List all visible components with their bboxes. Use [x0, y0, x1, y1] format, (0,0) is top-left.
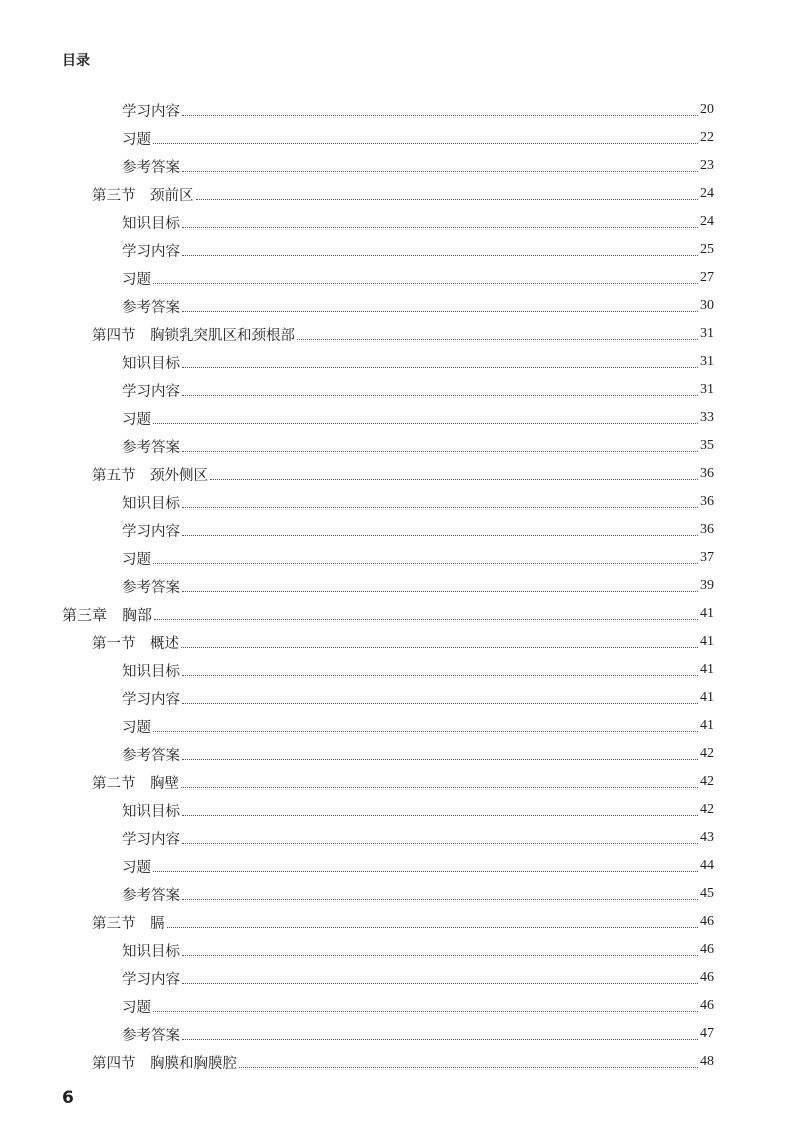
toc-entry-title: 学习内容 [122, 523, 180, 540]
toc-entry [122, 992, 714, 1020]
toc-entry-title: 习题 [122, 999, 151, 1016]
toc-entry [122, 740, 714, 768]
toc-entry-page: 36 [700, 466, 714, 481]
dot-leader [182, 955, 698, 956]
toc-entry-title: 习题 [122, 859, 151, 876]
dot-leader [182, 675, 698, 676]
toc-entry-page: 46 [700, 998, 714, 1013]
toc-entry-title: 习题 [122, 131, 151, 148]
toc-entry-title: 第一节 概述 [92, 635, 179, 652]
toc-entry-page: 35 [700, 438, 714, 453]
toc-entry [122, 712, 714, 740]
toc-entry [122, 964, 714, 992]
toc-entry-page: 41 [700, 634, 714, 649]
toc-entry [122, 292, 714, 320]
toc-entry [122, 376, 714, 404]
dot-leader [181, 787, 698, 788]
toc-entry-page: 20 [700, 102, 714, 117]
dot-leader [182, 507, 698, 508]
toc-entry-page: 45 [700, 886, 714, 901]
toc-entry-title: 学习内容 [122, 383, 180, 400]
dot-leader [182, 843, 698, 844]
toc-entry [122, 684, 714, 712]
toc-entry [122, 488, 714, 516]
toc-entry-title: 参考答案 [122, 1027, 180, 1044]
toc-entry-page: 31 [700, 326, 714, 341]
toc-entry-title: 参考答案 [122, 439, 180, 456]
toc-entry-page: 44 [700, 858, 714, 873]
toc-entry-page: 41 [700, 662, 714, 677]
toc-entry [92, 320, 714, 348]
dot-leader [182, 591, 698, 592]
toc-entry-page: 23 [700, 158, 714, 173]
toc-entry [122, 96, 714, 124]
toc-entry [122, 236, 714, 264]
toc-entry [122, 516, 714, 544]
toc-entry-page: 42 [700, 802, 714, 817]
toc-entry-page: 37 [700, 550, 714, 565]
toc-entry [122, 852, 714, 880]
toc-entry [122, 796, 714, 824]
toc-entry-title: 知识目标 [122, 803, 180, 820]
toc-entry [122, 348, 714, 376]
dot-leader [297, 339, 698, 340]
toc-entry-page: 46 [700, 942, 714, 957]
dot-leader [196, 199, 699, 200]
toc-entry-page: 43 [700, 830, 714, 845]
toc-entry-title: 第三节 膈 [92, 915, 165, 932]
toc-entry-page: 36 [700, 494, 714, 509]
toc-entry-title: 参考答案 [122, 299, 180, 316]
dot-leader [153, 283, 698, 284]
dot-leader [153, 143, 698, 144]
toc-entry-page: 24 [700, 186, 714, 201]
toc-entry [122, 572, 714, 600]
toc-entry-page: 42 [700, 746, 714, 761]
toc-entry [122, 824, 714, 852]
toc-entry [122, 264, 714, 292]
toc-entry [122, 404, 714, 432]
toc-entry-page: 36 [700, 522, 714, 537]
toc-entry-title: 知识目标 [122, 663, 180, 680]
toc-entry [122, 1020, 714, 1048]
dot-leader [182, 703, 698, 704]
toc-entry-title: 习题 [122, 719, 151, 736]
toc-entry-title: 学习内容 [122, 243, 180, 260]
dot-leader [182, 395, 698, 396]
toc-entry-title: 习题 [122, 551, 151, 568]
dot-leader [182, 255, 698, 256]
toc-entry-page: 46 [700, 970, 714, 985]
toc-entry-title: 第二节 胸壁 [92, 775, 179, 792]
dot-leader [153, 563, 698, 564]
dot-leader [182, 983, 698, 984]
toc-entry [122, 936, 714, 964]
toc-entry-page: 22 [700, 130, 714, 145]
toc-entry-page: 47 [700, 1026, 714, 1041]
toc-entry-title: 习题 [122, 271, 151, 288]
toc-entry-title: 参考答案 [122, 887, 180, 904]
toc-entry-page: 33 [700, 410, 714, 425]
toc-entry-page: 30 [700, 298, 714, 313]
toc-entry-page: 41 [700, 690, 714, 705]
toc-entry-title: 第三章 胸部 [62, 605, 153, 624]
toc-entry [92, 1048, 714, 1076]
toc-entry-title: 知识目标 [122, 495, 180, 512]
toc-entry [92, 768, 714, 796]
dot-leader [167, 927, 699, 928]
dot-leader [182, 535, 698, 536]
toc-entry [122, 124, 714, 152]
toc-entry-page: 41 [700, 606, 714, 621]
toc-entry [92, 908, 714, 936]
toc-entry [122, 208, 714, 236]
toc-entry [122, 152, 714, 180]
toc-entry-title: 第四节 胸膜和胸膜腔 [92, 1055, 237, 1072]
toc-entry-title: 学习内容 [122, 831, 180, 848]
toc-entry-title: 知识目标 [122, 215, 180, 232]
toc-entry-title: 第四节 胸锁乳突肌区和颈根部 [92, 327, 295, 344]
toc-entry-title: 习题 [122, 411, 151, 428]
toc-entry-title: 参考答案 [122, 579, 180, 596]
toc-entry [122, 544, 714, 572]
toc-entry-title: 学习内容 [122, 103, 180, 120]
toc-entry-page: 24 [700, 214, 714, 229]
running-header: 目录 [62, 53, 90, 69]
toc-entry [122, 880, 714, 908]
toc-entry [92, 460, 714, 488]
dot-leader [154, 619, 698, 620]
toc-entry-title: 知识目标 [122, 355, 180, 372]
toc-entry-page: 27 [700, 270, 714, 285]
dot-leader [182, 367, 698, 368]
toc-entry-title: 第五节 颈外侧区 [92, 467, 208, 484]
toc-entry [92, 180, 714, 208]
dot-leader [182, 115, 698, 116]
dot-leader [153, 423, 698, 424]
dot-leader [182, 899, 698, 900]
toc-entry [92, 628, 714, 656]
toc-entry-page: 39 [700, 578, 714, 593]
toc-entry [122, 432, 714, 460]
dot-leader [153, 871, 698, 872]
dot-leader [153, 731, 698, 732]
dot-leader [182, 1039, 698, 1040]
dot-leader [182, 227, 698, 228]
toc-entry-title: 第三节 颈前区 [92, 187, 194, 204]
toc-entry-title: 知识目标 [122, 943, 180, 960]
dot-leader [182, 815, 698, 816]
toc-entry-title: 学习内容 [122, 691, 180, 708]
toc-entry-title: 参考答案 [122, 747, 180, 764]
toc-entry-title: 参考答案 [122, 159, 180, 176]
toc-entry-title: 学习内容 [122, 971, 180, 988]
toc-entry [62, 600, 714, 628]
toc-entry-page: 31 [700, 382, 714, 397]
toc-entry-page: 41 [700, 718, 714, 733]
toc-entry-page: 42 [700, 774, 714, 789]
dot-leader [153, 1011, 698, 1012]
toc-entry [122, 656, 714, 684]
toc-entry-page: 46 [700, 914, 714, 929]
dot-leader [181, 647, 698, 648]
dot-leader [182, 311, 698, 312]
page-number: 6 [62, 1088, 74, 1108]
dot-leader [239, 1067, 698, 1068]
dot-leader [182, 451, 698, 452]
toc-entry-page: 31 [700, 354, 714, 369]
toc-entry-page: 25 [700, 242, 714, 257]
toc-entry-page: 48 [700, 1054, 714, 1069]
dot-leader [182, 759, 698, 760]
dot-leader [182, 171, 698, 172]
dot-leader [210, 479, 698, 480]
